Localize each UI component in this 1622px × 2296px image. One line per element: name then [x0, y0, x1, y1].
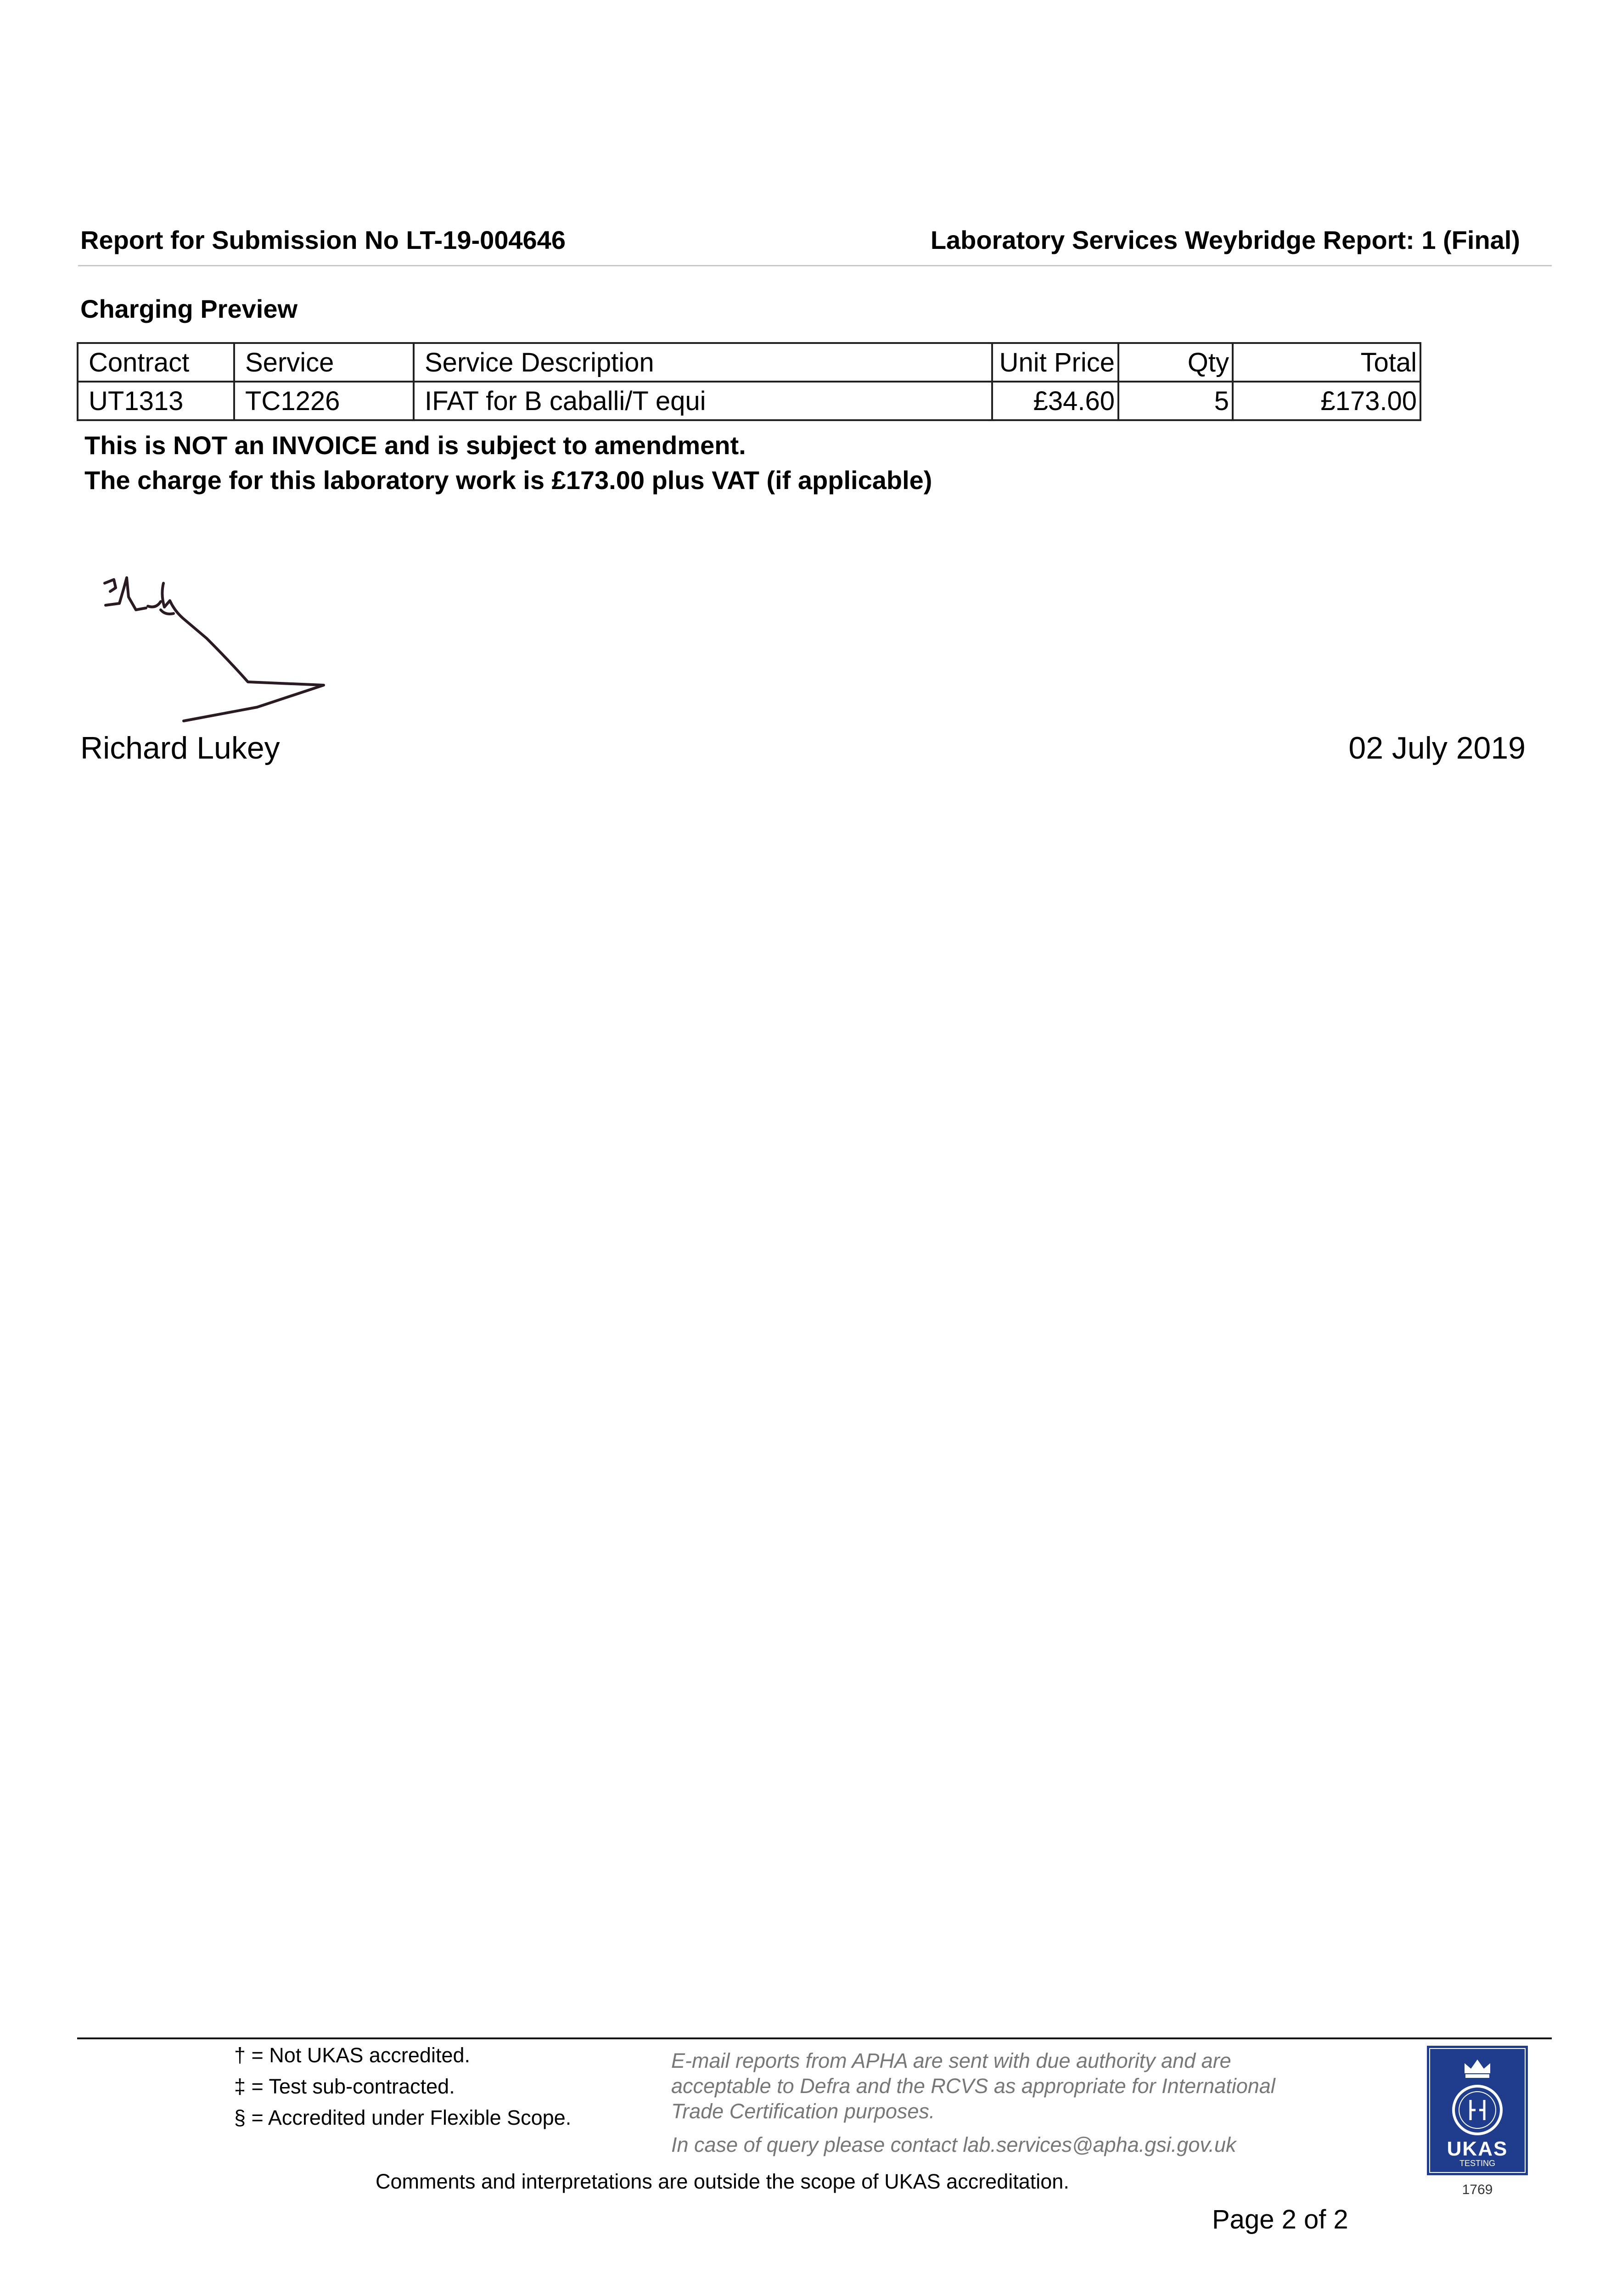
ukas-logo-text: UKAS [1447, 2138, 1508, 2160]
section-title: Charging Preview [80, 294, 298, 323]
cell-contract: UT1313 [78, 382, 234, 420]
col-header-contract: Contract [78, 343, 234, 382]
cell-unit-price: £34.60 [992, 382, 1118, 420]
header-rule [78, 265, 1552, 266]
email-notice-line-2: acceptable to Defra and the RCVS as appropriate for International [671, 2074, 1275, 2098]
cell-description: IFAT for B caballi/T equi [414, 382, 992, 420]
footer-rule [77, 2037, 1552, 2039]
signature-image [92, 569, 340, 730]
not-invoice-note: This is NOT an INVOICE and is subject to amendment. [84, 431, 746, 460]
ukas-comment: Comments and interpretations are outside the scope of UKAS accreditation. [376, 2170, 1069, 2193]
charges-table [77, 342, 1421, 421]
contact-notice: In case of query please contact lab.services@apha.gsi.gov.uk [671, 2133, 1236, 2156]
col-header-total: Total [1233, 343, 1420, 382]
report-submission-title: Report for Submission No LT-19-004646 [80, 225, 566, 254]
cell-total: £173.00 [1233, 382, 1420, 420]
cell-qty: 5 [1118, 382, 1233, 420]
table-header-row [78, 343, 1420, 382]
ukas-number: 1769 [1462, 2182, 1493, 2197]
footer-key-subcontracted: ‡ = Test sub-contracted. [234, 2075, 455, 2098]
ukas-logo-subtext: TESTING [1459, 2159, 1495, 2168]
charge-note: The charge for this laboratory work is £173.00 plus VAT (if applicable) [84, 466, 932, 495]
footer-key-flexible-scope: § = Accredited under Flexible Scope. [234, 2106, 572, 2129]
ukas-logo [1427, 2046, 1528, 2175]
email-notice-line-3: Trade Certification purposes. [671, 2099, 935, 2123]
email-notice-line-1: E-mail reports from APHA are sent with due authority and are [671, 2049, 1231, 2072]
page-number: Page 2 of 2 [1212, 2205, 1348, 2234]
table-row [78, 382, 1420, 420]
signature-date: 02 July 2019 [1348, 731, 1526, 765]
cell-service: TC1226 [234, 382, 414, 420]
footer-key-not-accredited: † = Not UKAS accredited. [234, 2043, 471, 2067]
col-header-unit-price: Unit Price [992, 343, 1118, 382]
col-header-service: Service [234, 343, 414, 382]
col-header-description: Service Description [414, 343, 992, 382]
report-lab-title: Laboratory Services Weybridge Report: 1 (Final) [930, 225, 1520, 254]
signatory-name: Richard Lukey [80, 731, 280, 765]
col-header-qty: Qty [1118, 343, 1233, 382]
